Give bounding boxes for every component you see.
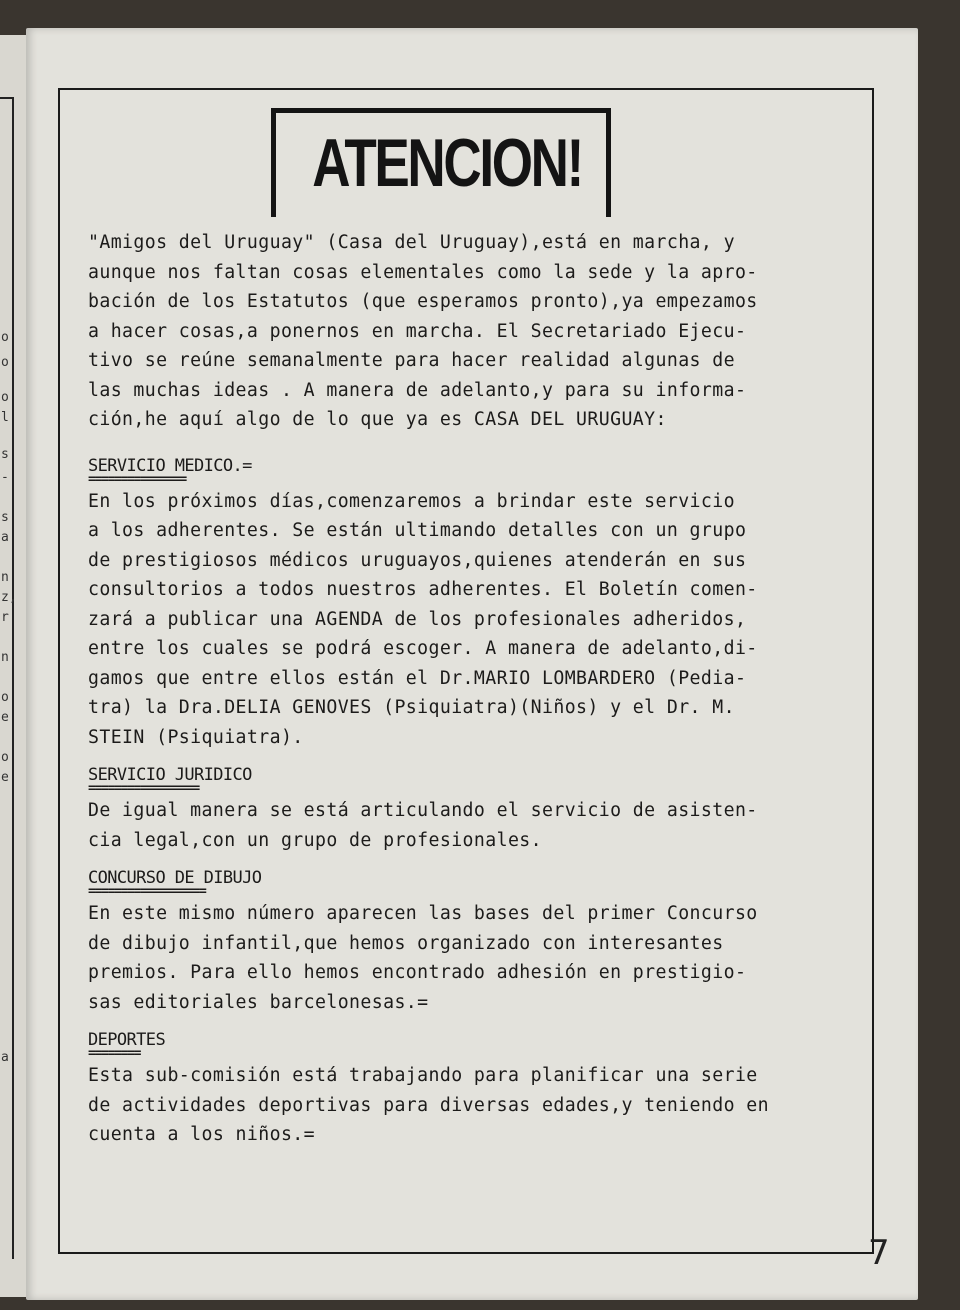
prev-page-fragment: e [1,710,9,725]
text-line: Esta sub-comisión está trabajando para planificar una serie [88,1065,758,1086]
document-page [26,28,918,1300]
prev-page-fragment: a [1,530,9,545]
section-servicio-juridico [88,764,858,855]
text-line: entre los cuales se podrá escoger. A manera de adelanto,di- [88,638,758,659]
text-line: tra) la Dra.DELIA GENOVES (Psiquiatra)(Niños) y el Dr. M. [88,697,735,718]
section-concurso-dibujo [88,867,858,1017]
text-line: sas editoriales barcelonesas.= [88,991,429,1013]
text-line: ción,he aquí algo de lo que ya es CASA DEL URUGUAY: [88,409,667,430]
section-heading: SERVICIO MEDICO.= [88,455,252,476]
page-number: 7 [868,1233,890,1273]
text-line: las muchas ideas . A manera de adelanto,y para su informa- [88,379,747,401]
section-heading: DEPORTES [88,1030,166,1050]
text-line: aunque nos faltan cosas elementales como la sede y la apro- [88,261,758,283]
prev-page-fragment: - [1,470,9,485]
prev-page-fragment: n [1,570,9,585]
text-line: tivo se reúne semanalmente para hacer realidad algunas de [88,350,735,371]
section-heading: CONCURSO DE DIBUJO [88,868,262,888]
section-heading: SERVICIO JURIDICO [88,765,252,785]
previous-page-frame [0,97,14,1259]
section-underline: ======== [88,1046,141,1061]
prev-page-fragment: o [1,330,9,345]
prev-page-fragment: e [1,770,9,785]
page-title: ATENCION! [312,125,582,201]
prev-page-fragment: s [1,447,9,462]
section-servicio-medico [88,455,858,753]
text-line: STEIN (Psiquiatra). [88,726,304,748]
section-underline: =============== [88,471,186,487]
text-line: premios. Para ello hemos encontrado adhesión en prestigio- [88,962,747,983]
text-line: En este mismo número aparecen las bases del primer Concurso [88,903,758,924]
text-line: gamos que entre ellos están el Dr.MARIO LOMBARDERO (Pedia- [88,667,747,689]
section-underline: ================== [88,884,206,899]
prev-page-fragment: o [1,355,9,370]
prev-page-fragment: a [1,1050,9,1065]
prev-page-fragment: s [1,510,9,525]
prev-page-fragment: o [1,690,9,705]
prev-page-fragment: o [1,390,9,405]
prev-page-fragment: l [1,410,9,425]
prev-page-fragment: o [1,750,9,765]
text-line: bación de los Estatutos (que esperamos pronto),ya empezamos [88,291,758,312]
prev-page-fragment: r [1,610,9,625]
text-line: a hacer cosas,a ponernos en marcha. El Secretariado Ejecu- [88,320,747,342]
text-line: de dibujo infantil,que hemos organizado con interesantes [88,932,724,954]
section-deportes [88,1029,858,1150]
article-body [88,228,858,1150]
section-underline: ================= [88,781,199,796]
text-line: "Amigos del Uruguay" (Casa del Uruguay),está en marcha, y [88,232,735,253]
title-box [271,108,611,217]
text-line: De igual manera se está articulando el servicio de asisten- [88,800,758,821]
text-line: zará a publicar una AGENDA de los profesionales adheridos, [88,608,747,630]
text-line: En los próximos días,comenzaremos a brindar este servicio [88,490,735,512]
text-line: a los adherentes. Se están ultimando detalles con un grupo [88,520,747,541]
text-line: de actividades deportivas para diversas edades,y teniendo en [88,1094,769,1116]
prev-page-fragment: z, [1,590,17,605]
intro-paragraph [88,228,858,435]
text-line: consultorios a todos nuestros adherentes. El Boletín comen- [88,579,758,600]
prev-page-fragment: n [1,650,9,665]
text-line: cuenta a los niños.= [88,1124,315,1145]
text-line: de prestigiosos médicos uruguayos,quienes atenderán en sus [88,549,747,571]
text-line: cia legal,con un grupo de profesionales. [88,829,542,851]
